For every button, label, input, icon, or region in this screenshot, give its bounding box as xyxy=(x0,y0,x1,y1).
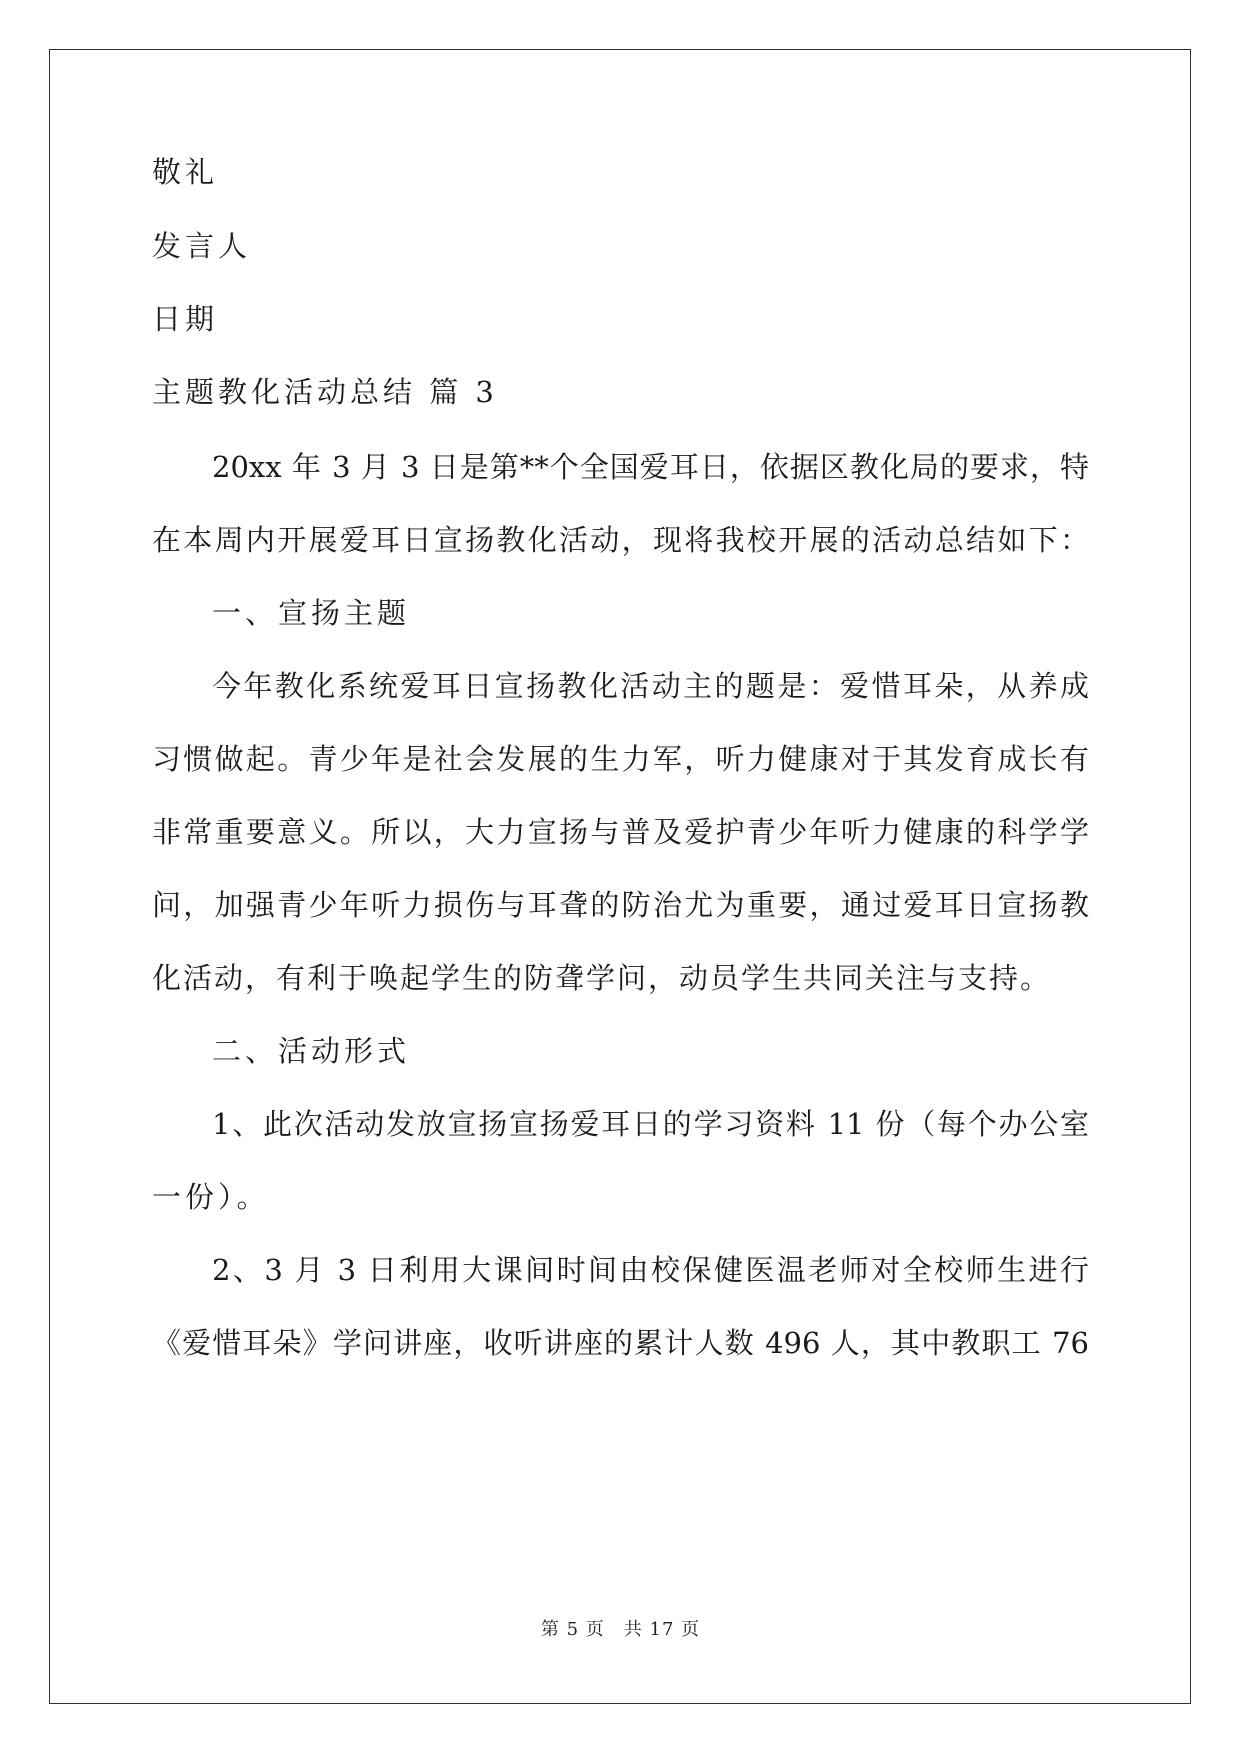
paragraph-line: 一份）。 xyxy=(152,1180,270,1214)
paragraph-line: 20xx 年 3 月 3 日是第**个全国爱耳日，依据区教化局的要求，特 xyxy=(212,450,1089,484)
paragraph-line: 非常重要意义。所以，大力宣扬与普及爱护青少年听力健康的科学学 xyxy=(152,815,1089,849)
paragraph-line: 习惯做起。青少年是社会发展的生力军，听力健康对于其发育成长有 xyxy=(152,742,1089,776)
paragraph-line: 《爱惜耳朵》学问讲座，收听讲座的累计人数 496 人，其中教职工 76 xyxy=(152,1326,1089,1360)
paragraph-line: 2、3 月 3 日利用大课间时间由校保健医温老师对全校师生进行 xyxy=(212,1253,1089,1287)
heading-theme: 一、宣扬主题 xyxy=(212,596,411,630)
date-label: 日期 xyxy=(152,302,219,336)
section-title: 主题教化活动总结 篇 3 xyxy=(152,375,498,409)
paragraph-line: 1、此次活动发放宣扬宣扬爱耳日的学习资料 11 份（每个办公室 xyxy=(212,1107,1089,1141)
speaker-label: 发言人 xyxy=(152,229,252,263)
closing-salutation: 敬礼 xyxy=(152,155,219,189)
page-border xyxy=(49,49,1191,1704)
paragraph-line: 在本周内开展爱耳日宣扬教化活动，现将我校开展的活动总结如下： xyxy=(152,523,1089,557)
paragraph-line: 问，加强青少年听力损伤与耳聋的防治尤为重要，通过爱耳日宣扬教 xyxy=(152,888,1089,922)
paragraph-line: 化活动，有利于唤起学生的防聋学问，动员学生共同关注与支持。 xyxy=(152,961,1052,995)
heading-activity-form: 二、活动形式 xyxy=(212,1034,411,1068)
paragraph-line: 今年教化系统爱耳日宣扬教化活动主的题是：爱惜耳朵，从养成 xyxy=(212,669,1089,703)
page-footer: 第 5 页 共 17 页 xyxy=(540,1619,701,1640)
